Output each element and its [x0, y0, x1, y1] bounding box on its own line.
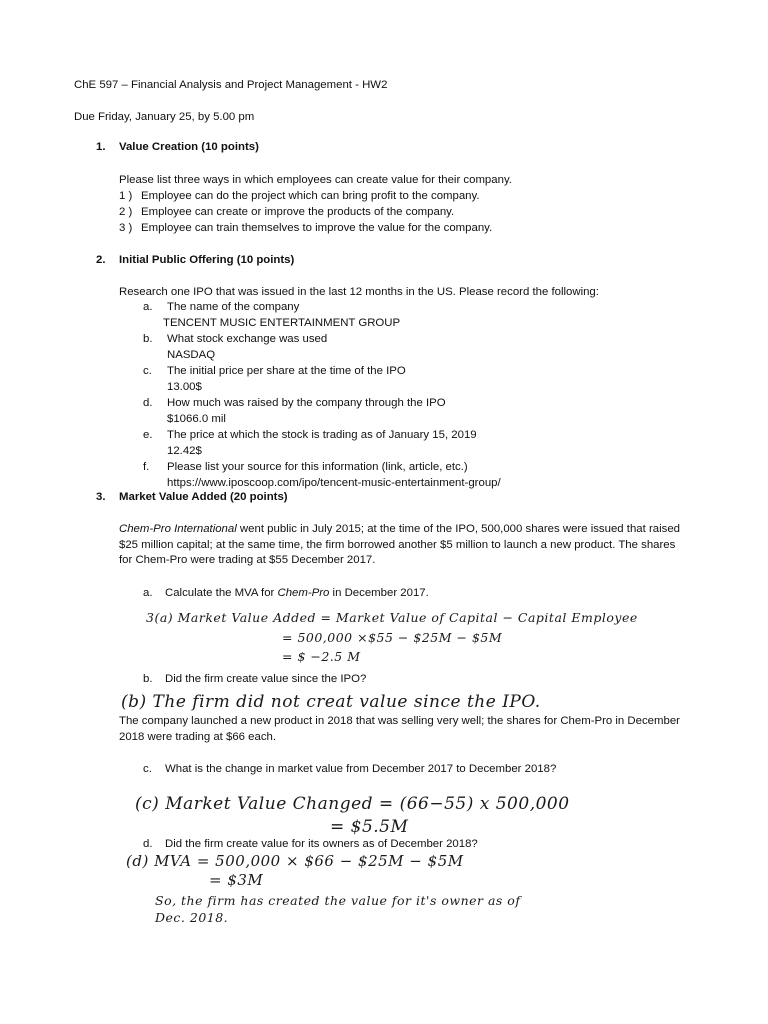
q1-number: 1.	[96, 141, 106, 153]
handwritten-answer-3a: = $ −2.5 M	[282, 649, 361, 664]
q2-item-letter: f.	[143, 461, 150, 473]
handwritten-answer-3c: = $5.5M	[330, 817, 409, 837]
q3c-question: What is the change in market value from December 2017 to December 2018?	[165, 763, 557, 775]
q1-item-number: 2 )	[119, 206, 133, 218]
q1-item-text: Employee can train themselves to improve the value for the company.	[141, 222, 493, 234]
handwritten-answer-3d: So, the firm has created the value for it's owner as of	[155, 893, 521, 908]
q3b-letter: b.	[143, 673, 153, 685]
q2-item-answer: NASDAQ	[167, 349, 216, 361]
q2-item-answer: $1066.0 mil	[167, 413, 226, 425]
q2-item-answer: https://www.iposcoop.com/ipo/tencent-music-entertainment-group/	[167, 477, 501, 489]
q3d-letter: d.	[143, 838, 153, 850]
handwritten-answer-3b: (b) The firm did not creat value since the IPO.	[121, 692, 541, 712]
document-title: ChE 597 – Financial Analysis and Project Management - HW2	[74, 79, 388, 91]
q3a-question-text: in December 2017.	[329, 587, 429, 599]
q3c-letter: c.	[143, 763, 152, 775]
q3b-question: Did the firm create value since the IPO?	[165, 673, 367, 685]
q1-prompt: Please list three ways in which employees can create value for their company.	[119, 174, 512, 186]
q2-item-question: What stock exchange was used	[167, 333, 328, 345]
handwritten-answer-3a: = 500,000 ×$55 − $25M − $5M	[282, 630, 503, 645]
q2-item-question: The price at which the stock is trading as of January 15, 2019	[167, 429, 477, 441]
q2-item-letter: e.	[143, 429, 153, 441]
q1-item-text: Employee can do the project which can bring profit to the company.	[141, 190, 480, 202]
q1-heading: Value Creation (10 points)	[119, 141, 259, 153]
q2-item-answer: TENCENT MUSIC ENTERTAINMENT GROUP	[163, 317, 401, 329]
q1-item-number: 1 )	[119, 190, 133, 202]
q2-item-question: The name of the company	[167, 301, 300, 313]
q2-item-question: Please list your source for this information (link, article, etc.)	[167, 461, 468, 473]
q3-intro-line: for Chem-Pro were trading at $55 December 2017.	[119, 554, 376, 566]
q3-intro-text: went public in July 2015; at the time of the IPO, 500,000 shares were issued that raised	[236, 523, 680, 535]
handwritten-answer-3d: Dec. 2018.	[155, 910, 229, 925]
q2-item-letter: b.	[143, 333, 153, 345]
q3-intro-line	[119, 522, 680, 536]
q2-item-letter: c.	[143, 365, 152, 377]
q3a-question-text: Calculate the MVA for	[165, 587, 278, 599]
handwritten-answer-3a: 3(a) Market Value Added = Market Value of Capital − Capital Employee	[146, 610, 638, 625]
q2-prompt: Research one IPO that was issued in the last 12 months in the US. Please record the following:	[119, 286, 599, 298]
q2-item-answer: 13.00$	[167, 381, 202, 393]
q2-item-question: How much was raised by the company through the IPO	[167, 397, 446, 409]
q2-item-answer: 12.42$	[167, 445, 202, 457]
q2-item-question: The initial price per share at the time of the IPO	[167, 365, 406, 377]
q3a-question	[165, 586, 429, 600]
q2-number: 2.	[96, 254, 106, 266]
company-name: Chem-Pro International	[119, 523, 237, 535]
q3-number: 3.	[96, 491, 106, 503]
q3-heading: Market Value Added (20 points)	[119, 491, 288, 503]
q2-item-letter: d.	[143, 397, 153, 409]
q1-item-number: 3 )	[119, 222, 133, 234]
due-date: Due Friday, January 25, by 5.00 pm	[74, 111, 255, 123]
handwritten-answer-3c: (c) Market Value Changed = (66−55) x 500,000	[135, 794, 570, 814]
q3-update-line: The company launched a new product in 2018 that was selling very well; the shares for Chem-Pro in December	[119, 715, 680, 727]
handwritten-answer-3d: = $3M	[209, 871, 264, 889]
q3-intro-line: $25 million capital; at the same time, the firm borrowed another $5 million to launch a new product. The shares	[119, 539, 676, 551]
q2-item-letter: a.	[143, 301, 153, 313]
handwritten-answer-3d: (d) MVA = 500,000 × $66 − $25M − $5M	[126, 852, 464, 870]
q3d-question: Did the firm create value for its owners as of December 2018?	[165, 838, 478, 850]
company-name: Chem-Pro	[277, 587, 330, 599]
q3a-letter: a.	[143, 587, 153, 599]
q2-heading: Initial Public Offering (10 points)	[119, 254, 295, 266]
q3-update-line: 2018 were trading at $66 each.	[119, 731, 277, 743]
q1-item-text: Employee can create or improve the products of the company.	[141, 206, 455, 218]
